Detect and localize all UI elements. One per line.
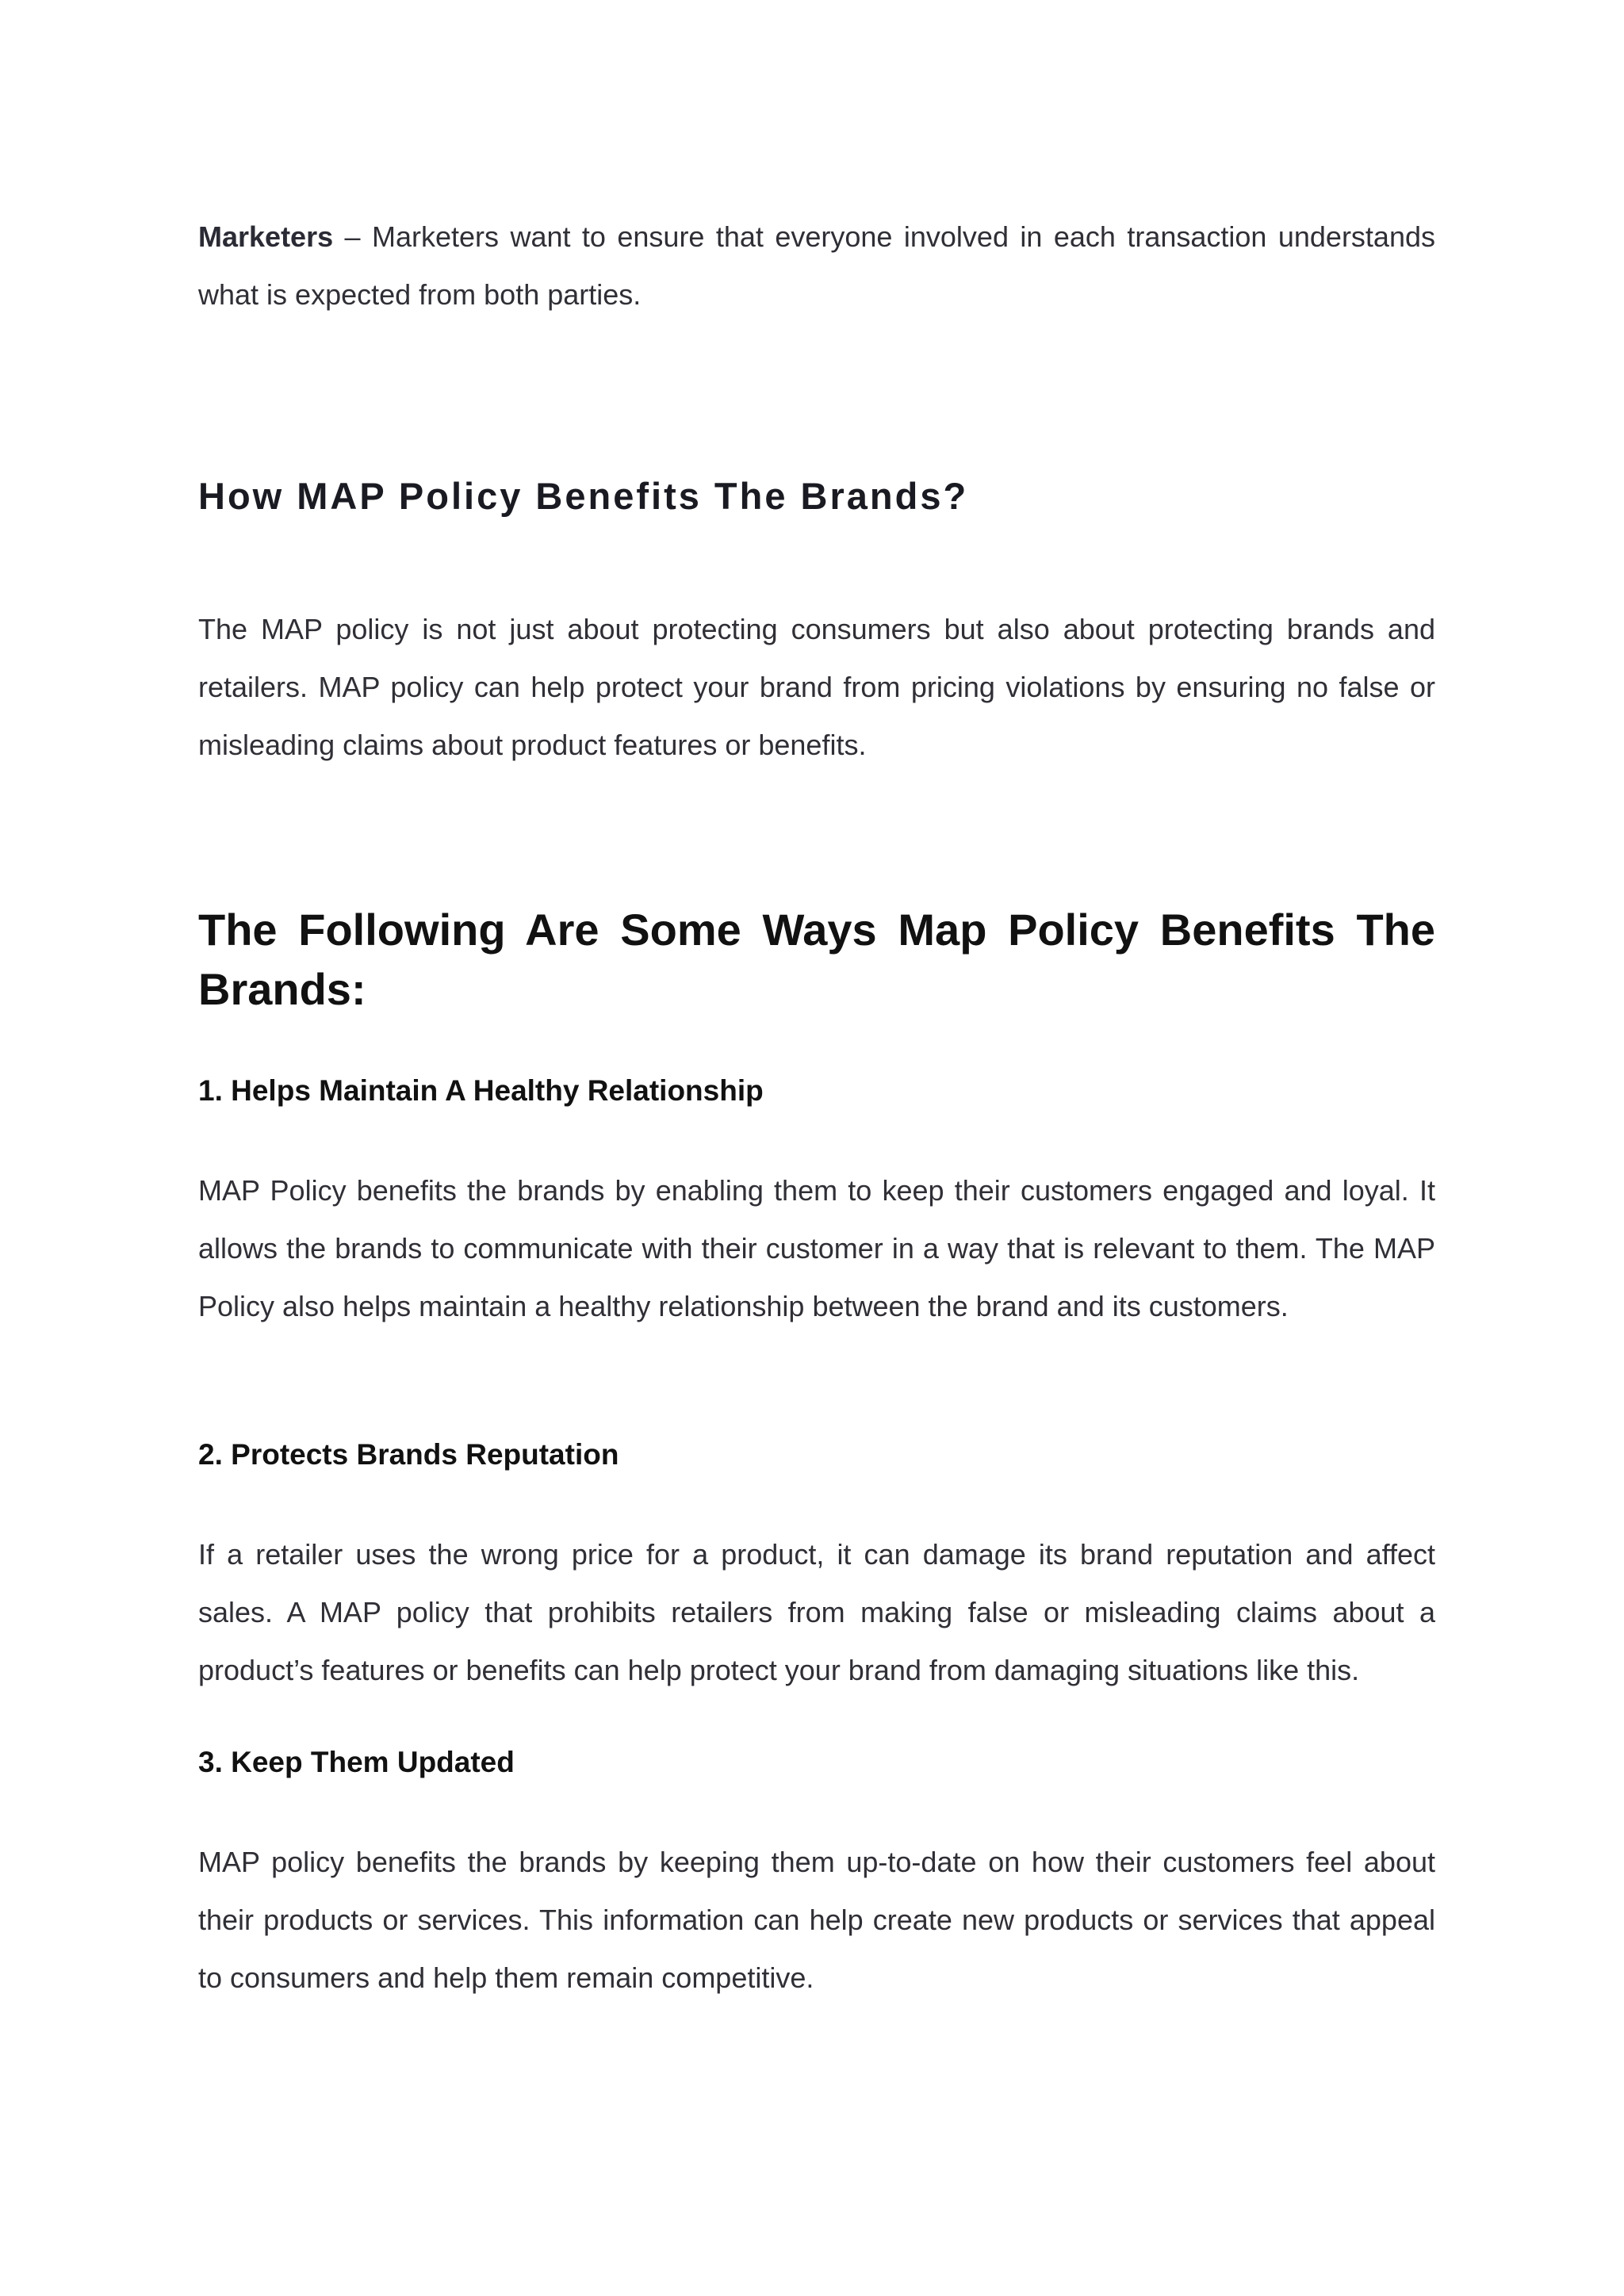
intro-paragraph [198, 208, 1435, 323]
intro-text: Marketers want to ensure that everyone involved in each transaction understands what is expected from both parties. [198, 220, 1435, 311]
section2-heading: The Following Are Some Ways Map Policy Benefits The Brands: [198, 905, 1435, 1014]
item1-title: 1. Helps Maintain A Healthy Relationship [198, 1074, 764, 1107]
item3-body: MAP policy benefits the brands by keeping them up-to-date on how their customers feel about their products or services. This information can help create new products or services that appeal to consumers and help them remain competitive. [198, 1846, 1435, 1994]
intro-term: Marketers [198, 220, 334, 253]
item2-title: 2. Protects Brands Reputation [198, 1438, 619, 1471]
item2-body: If a retailer uses the wrong price for a product, it can damage its brand reputation and affect sales. A MAP policy that prohibits retailers from making false or misleading claims about a product’s features or benefits can help protect your brand from damaging situations like this. [198, 1538, 1435, 1686]
item1-body: MAP Policy benefits the brands by enabling them to keep their customers engaged and loyal. It allows the brands to communicate with their customer in a way that is relevant to them. The MAP Policy also helps maintain a healthy relationship between the brand and its customers. [198, 1174, 1435, 1322]
section1-paragraph: The MAP policy is not just about protecting consumers but also about protecting brands and retailers. MAP policy can help protect your brand from pricing violations by ensuring no false or misleading claims about product features or benefits. [198, 613, 1435, 761]
item3-title: 3. Keep Them Updated [198, 1746, 515, 1778]
section1-heading: How MAP Policy Benefits The Brands? [198, 475, 969, 517]
intro-dash: – [333, 220, 372, 253]
